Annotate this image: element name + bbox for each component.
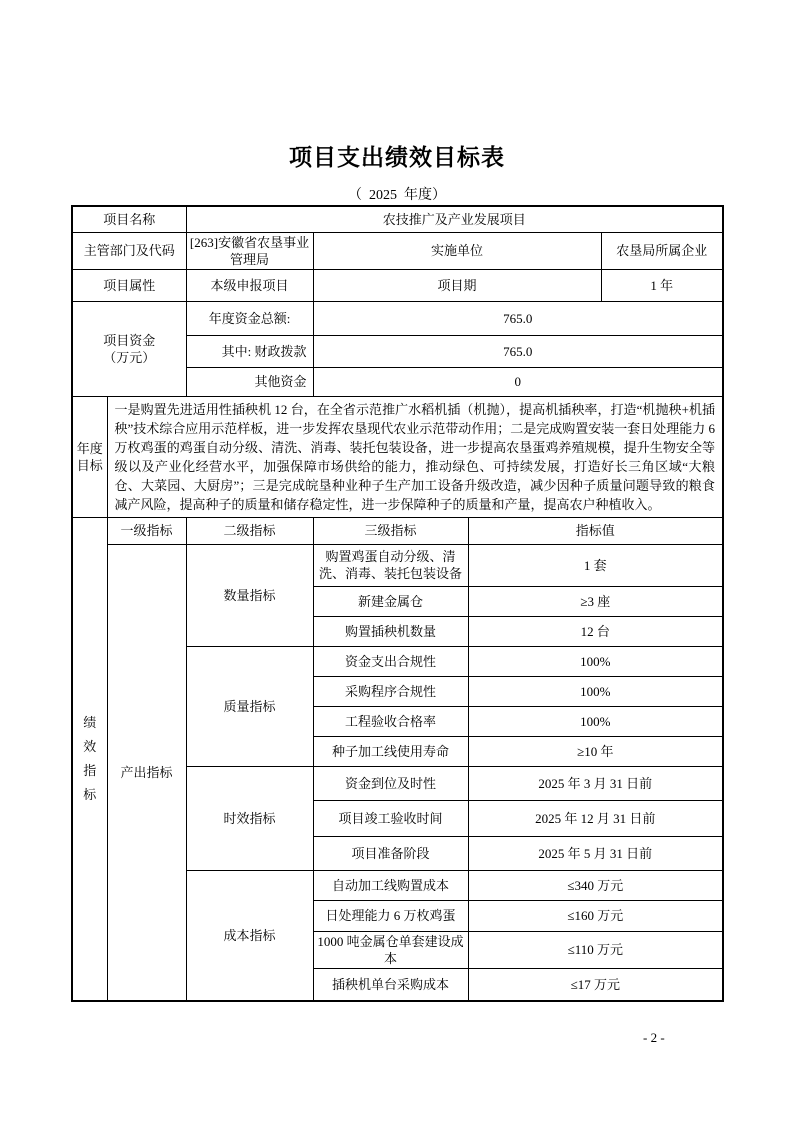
table-header-row bbox=[72, 517, 723, 544]
header-level3: 三级指标 bbox=[313, 517, 468, 544]
page-number: - 2 - bbox=[643, 1030, 665, 1045]
table-row bbox=[72, 206, 723, 232]
indicator-value: ≤340 万元 bbox=[468, 870, 723, 900]
indicator-value: 100% bbox=[468, 676, 723, 706]
level2-indicator: 成本指标 bbox=[186, 870, 313, 1000]
fund-label bbox=[72, 301, 186, 396]
fund-row-value: 765.0 bbox=[313, 335, 723, 367]
table-row bbox=[72, 396, 723, 517]
fund-label-line2: （万元） bbox=[103, 349, 156, 365]
header-value: 指标值 bbox=[468, 517, 723, 544]
annual-goal-label-line1: 年度 bbox=[76, 440, 103, 456]
level1-indicator: 产出指标 bbox=[107, 544, 186, 1000]
level3-indicator: 日处理能力 6 万枚鸡蛋 bbox=[313, 900, 468, 931]
project-name-value: 农技推广及产业发展项目 bbox=[186, 206, 723, 232]
indicator-value: 2025 年 3 月 31 日前 bbox=[468, 766, 723, 800]
level3-indicator: 资金到位及时性 bbox=[313, 766, 468, 800]
fund-row-label: 其他资金 bbox=[186, 367, 313, 396]
indicator-value: ≤110 万元 bbox=[468, 931, 723, 968]
page-title: 项目支出绩效目标表 bbox=[289, 144, 505, 170]
indicator-value: ≤17 万元 bbox=[468, 969, 723, 1001]
indicator-value: 12 台 bbox=[468, 616, 723, 646]
fund-row-value: 0 bbox=[313, 367, 723, 396]
level3-indicator: 新建金属仓 bbox=[313, 586, 468, 616]
indicator-value: 100% bbox=[468, 646, 723, 676]
level3-indicator: 插秧机单台采购成本 bbox=[313, 969, 468, 1001]
dept-value: [263]安徽省农垦事业管理局 bbox=[186, 232, 313, 269]
project-name-label: 项目名称 bbox=[72, 206, 186, 232]
attr-value: 本级申报项目 bbox=[186, 269, 313, 301]
dept-label: 主管部门及代码 bbox=[72, 232, 186, 269]
level3-indicator: 采购程序合规性 bbox=[313, 676, 468, 706]
level3-indicator: 购置鸡蛋自动分级、清洗、消毒、装托包装设备 bbox=[313, 544, 468, 586]
indicator-value: 1 套 bbox=[468, 544, 723, 586]
table-row bbox=[72, 269, 723, 301]
level3-indicator: 项目竣工验收时间 bbox=[313, 800, 468, 836]
indicator-value: ≥3 座 bbox=[468, 586, 723, 616]
table-row bbox=[72, 544, 723, 586]
indicator-value: ≥10 年 bbox=[468, 736, 723, 766]
indicator-value: 2025 年 12 月 31 日前 bbox=[468, 800, 723, 836]
fund-label-line1: 项目资金 bbox=[103, 332, 156, 348]
level3-indicator: 工程验收合格率 bbox=[313, 706, 468, 736]
header-level1: 一级指标 bbox=[107, 517, 186, 544]
level3-indicator: 1000 吨金属仓单套建设成本 bbox=[313, 931, 468, 968]
table-row bbox=[72, 301, 723, 335]
indicator-value: 100% bbox=[468, 706, 723, 736]
annual-goal-label bbox=[72, 396, 107, 517]
level3-indicator: 购置插秧机数量 bbox=[313, 616, 468, 646]
level2-indicator: 数量指标 bbox=[186, 544, 313, 646]
impl-unit-label: 实施单位 bbox=[313, 232, 601, 269]
attr-label: 项目属性 bbox=[72, 269, 186, 301]
impl-unit-value: 农垦局所属企业 bbox=[601, 232, 723, 269]
performance-indicator-side-label: 绩效指标 bbox=[72, 517, 107, 1000]
level2-indicator: 时效指标 bbox=[186, 766, 313, 870]
period-label: 项目期 bbox=[313, 269, 601, 301]
header-level2: 二级指标 bbox=[186, 517, 313, 544]
level3-indicator: 种子加工线使用寿命 bbox=[313, 736, 468, 766]
table-row bbox=[72, 232, 723, 269]
level3-indicator: 资金支出合规性 bbox=[313, 646, 468, 676]
fund-row-label: 其中: 财政拨款 bbox=[186, 335, 313, 367]
fund-row-label: 年度资金总额: bbox=[186, 301, 313, 335]
fund-row-value: 765.0 bbox=[313, 301, 723, 335]
performance-target-table bbox=[71, 205, 724, 1002]
annual-goal-label-line2: 目标 bbox=[76, 457, 103, 473]
indicator-value: 2025 年 5 月 31 日前 bbox=[468, 836, 723, 870]
annual-goal-text: 一是购置先进适用性插秧机 12 台，在全省示范推广水稻机插（机抛），提高机插秧率，打造“机抛秧+机插秧”技术综合应用示范样板，进一步发挥农垦现代农业示范带动作用；二是完成购置安装一套日处理能力 6 万枚鸡蛋的鸡蛋自动分级、清洗、消毒、装托包装设备，进一步提高农垦蛋鸡养殖规模，提升生物安全等级以及产业化经营水平，加强保障市场供给的能力，推动绿色、可持续发展，打造好长三角区域“大粮仓、大菜园、大厨房”；三是完成皖垦种业种子生产加工设备升级改造，减少因种子质量问题导致的粮食减产风险，提高种子的质量和储存稳定性，进一步保障种子的质量和产量，提高农户种植收入。 bbox=[107, 396, 723, 517]
level2-indicator: 质量指标 bbox=[186, 646, 313, 766]
level3-indicator: 自动加工线购置成本 bbox=[313, 870, 468, 900]
page-subtitle: （ 2025 年度） bbox=[348, 188, 446, 203]
level3-indicator: 项目准备阶段 bbox=[313, 836, 468, 870]
period-value: 1 年 bbox=[601, 269, 723, 301]
indicator-value: ≤160 万元 bbox=[468, 900, 723, 931]
